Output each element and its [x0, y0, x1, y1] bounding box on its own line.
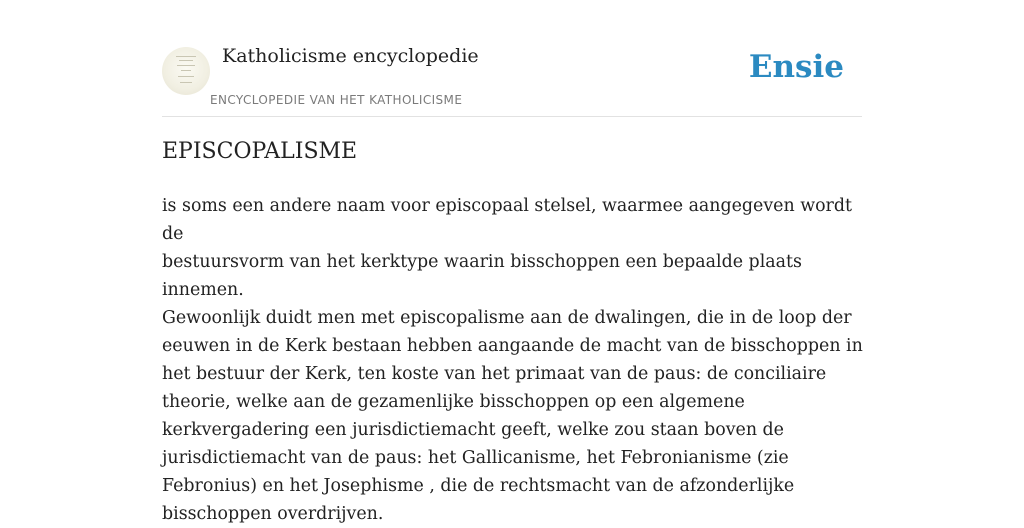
entry-body-line: theorie, welke aan de gezamenlijke bisschoppen op een algemene: [162, 392, 745, 412]
page: [162, 0, 863, 524]
entry-body-line: bestuursvorm van het kerktype waarin bisschoppen een bepaalde plaats innemen.: [162, 252, 802, 300]
encyclopedia-cover-thumbnail[interactable]: [162, 47, 210, 95]
entry-body-line: eeuwen in de Kerk bestaan hebben aangaande de macht van de bisschoppen in: [162, 336, 863, 356]
entry-body-line: Febronius) en het Josephisme , die de rechtsmacht van de afzonderlijke: [162, 476, 795, 496]
ensie-logo[interactable]: Ensie: [748, 49, 844, 85]
entry-body-line: bisschoppen overdrijven.: [162, 504, 384, 524]
entry-body-line: kerkvergadering een jurisdictiemacht geeft, welke zou staan boven de: [162, 420, 784, 440]
header: [162, 0, 862, 117]
encyclopedia-title[interactable]: Katholicisme encyclopedie: [222, 45, 479, 67]
entry-body-line: jurisdictiemacht van de paus: het Gallicanisme, het Febronianisme (zie: [162, 448, 789, 468]
entry-title: EPISCOPALISME: [162, 139, 358, 164]
entry-body-line: Gewoonlijk duidt men met episcopalisme aan de dwalingen, die in de loop der: [162, 308, 852, 328]
entry-body-line: het bestuur der Kerk, ten koste van het primaat van de paus: de conciliaire: [162, 364, 827, 384]
entry-body-line: is soms een andere naam voor episcopaal stelsel, waarmee aangegeven wordt de: [162, 196, 852, 244]
entry-body: [162, 192, 867, 528]
encyclopedia-subtitle: ENCYCLOPEDIE VAN HET KATHOLICISME: [210, 93, 463, 107]
